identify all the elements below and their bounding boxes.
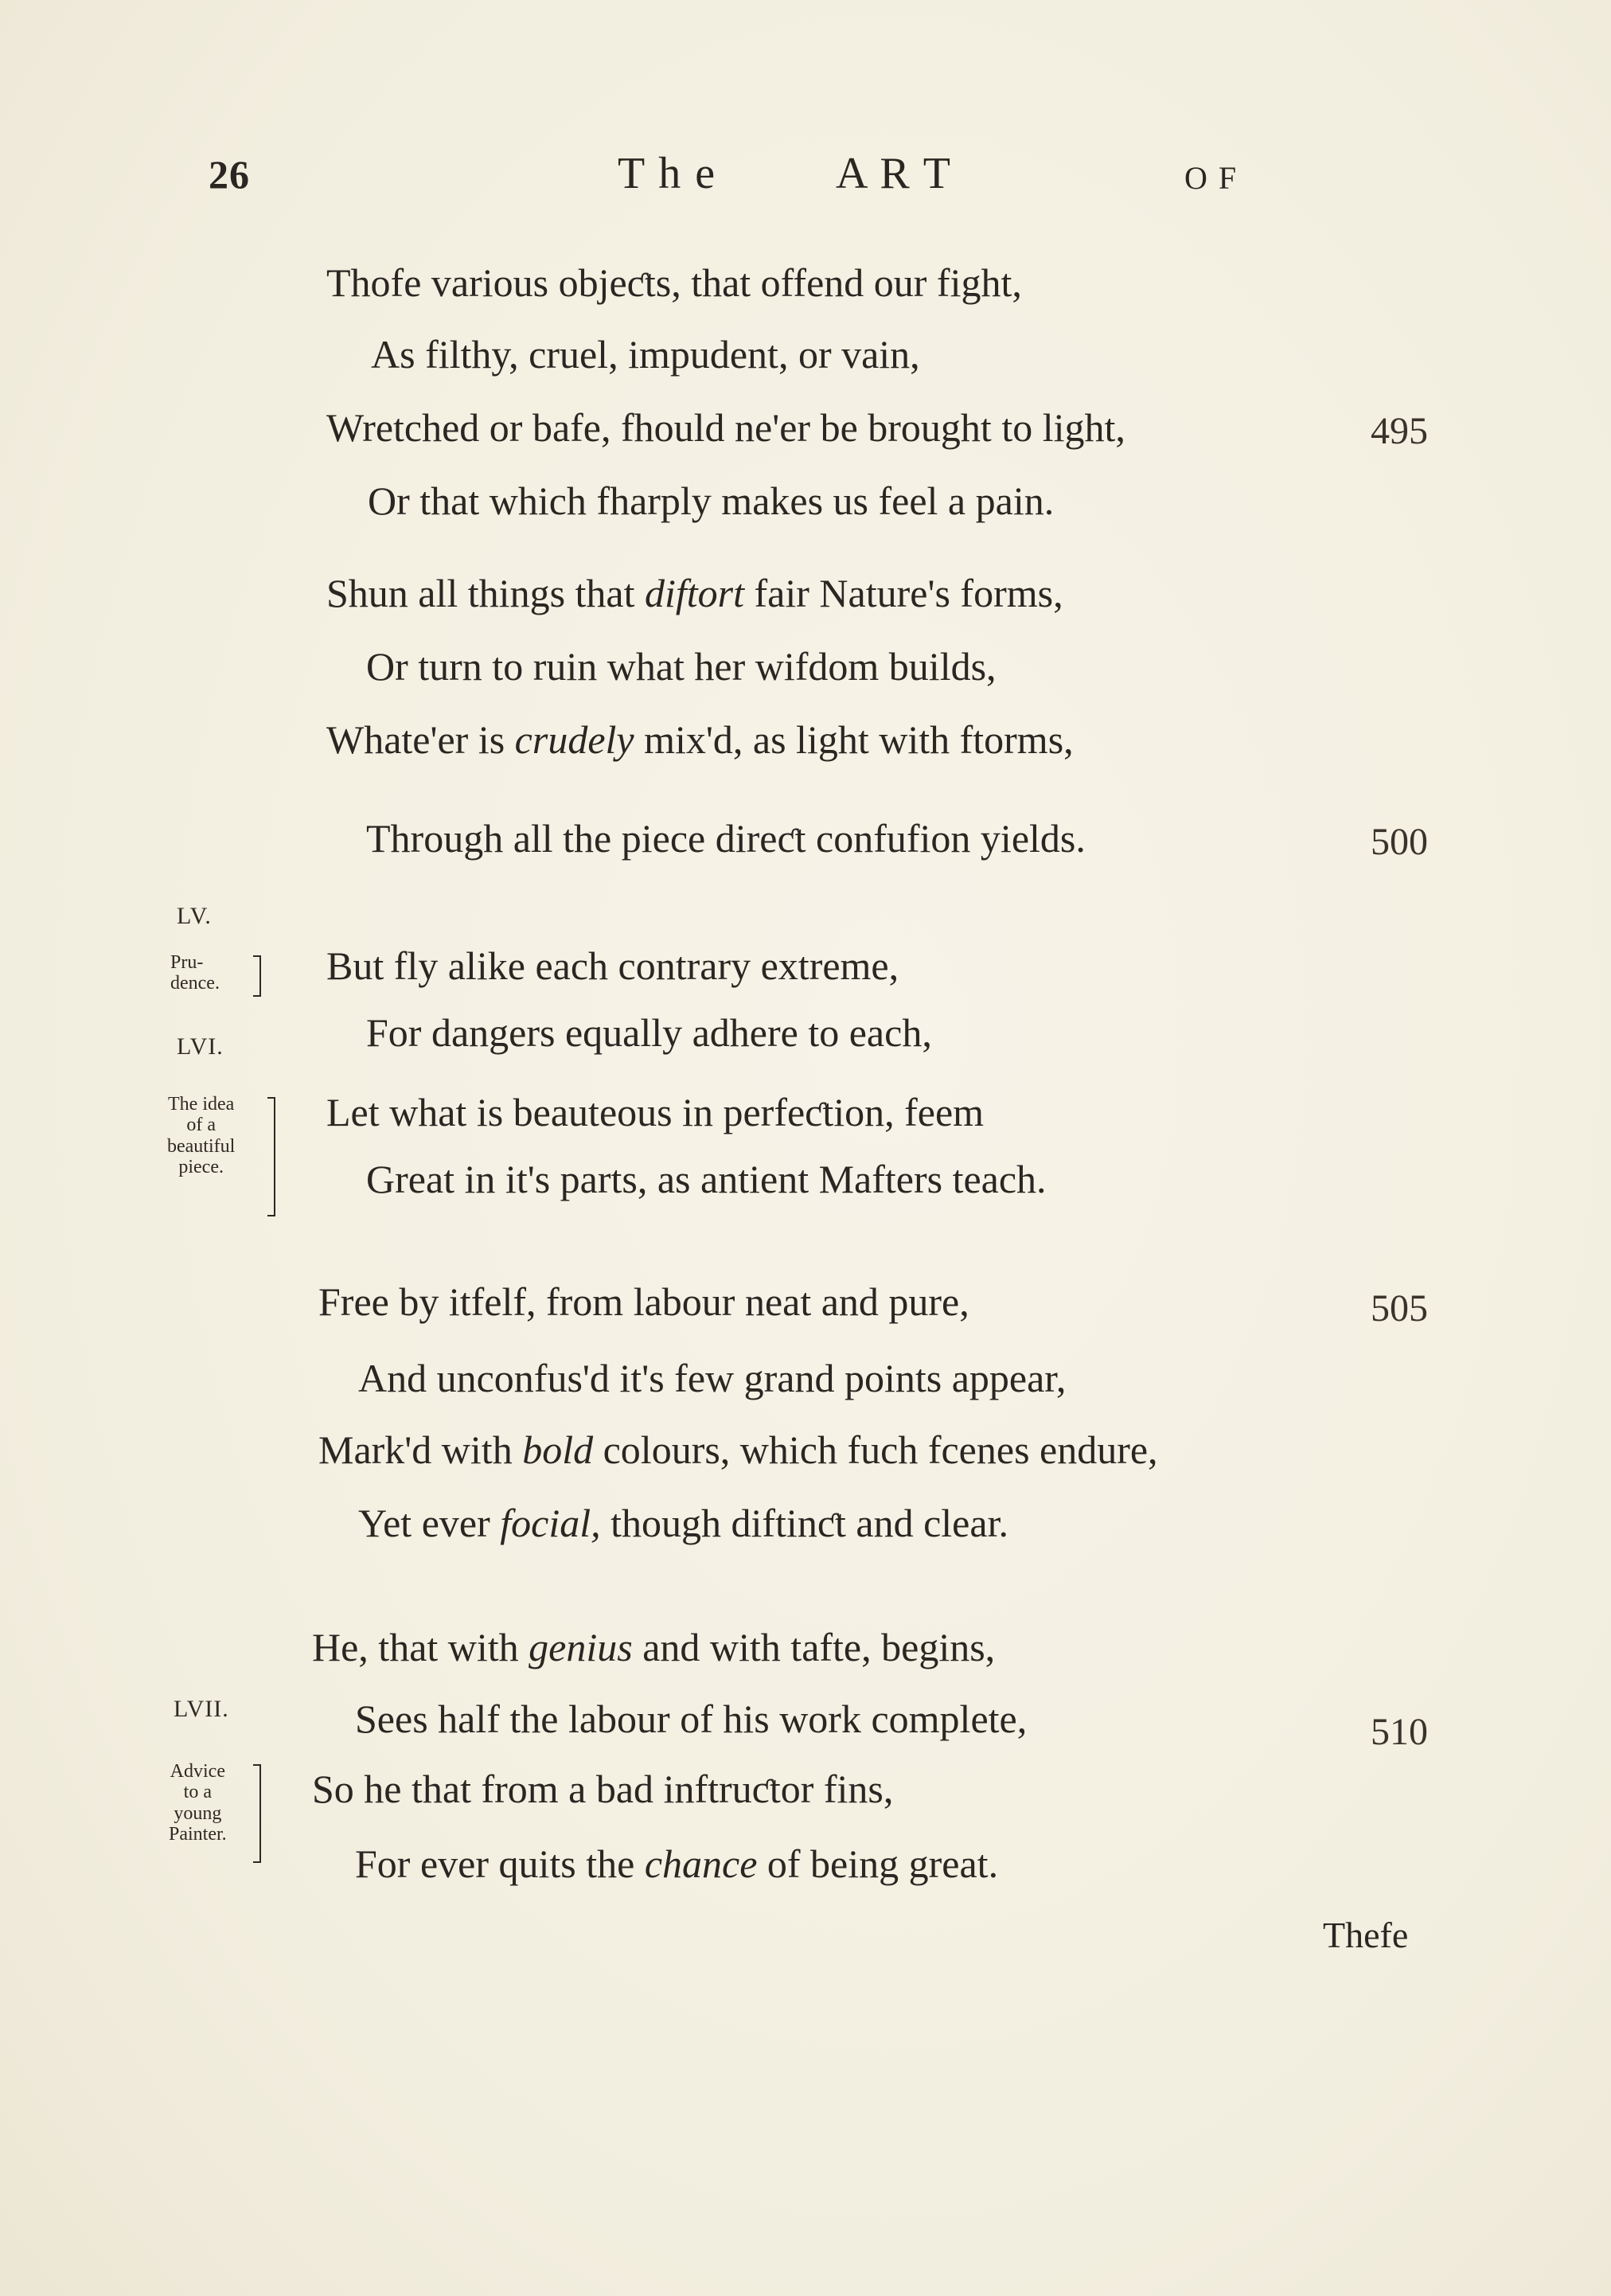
running-head-the: T h e <box>618 149 717 198</box>
verse-line: Great in it's parts, as antient Mafters teach. <box>366 1157 1047 1201</box>
emphasis: crudely <box>514 717 634 762</box>
verse-line: Shun all things that diftort fair Nature's forms, <box>326 571 1063 615</box>
verse-line: Wretched or bafe, fhould ne'er be brought to light, <box>326 405 1125 450</box>
line-number: 500 <box>1371 821 1428 863</box>
verse-line: For dangers equally adhere to each, <box>366 1010 932 1055</box>
section-label: LV. <box>177 903 212 929</box>
margin-note: Advice to a young Painter. <box>169 1761 227 1845</box>
running-head-art: A R T <box>836 149 952 198</box>
emphasis: diftort <box>645 571 745 615</box>
verse-line: Yet ever focial, though diftinƈt and clear. <box>358 1501 1008 1545</box>
verse-line: And unconfus'd it's few grand points appear, <box>358 1356 1067 1400</box>
verse-line: Sees half the labour of his work complete, <box>355 1697 1028 1741</box>
section-label: LVII. <box>174 1696 229 1722</box>
emphasis: bold <box>522 1427 594 1472</box>
line-number: 505 <box>1371 1287 1428 1330</box>
verse-line: Whate'er is crudely mix'd, as light with ftorms, <box>326 717 1074 762</box>
verse-line: He, that with genius and with tafte, begins, <box>312 1625 996 1669</box>
verse-line: Free by itfelf, from labour neat and pure, <box>318 1279 969 1324</box>
verse-line: For ever quits the chance of being great. <box>355 1841 999 1886</box>
brace <box>253 955 261 997</box>
verse-line: Mark'd with bold colours, which fuch fcenes endure, <box>318 1427 1158 1472</box>
verse-line: But fly alike each contrary extreme, <box>326 943 899 988</box>
emphasis: chance <box>644 1841 758 1886</box>
margin-note: Pru- dence. <box>170 952 220 994</box>
line-number: 510 <box>1371 1711 1428 1753</box>
margin-note: The idea of a beautiful piece. <box>167 1094 236 1178</box>
verse-line: So he that from a bad inftruƈtor fins, <box>312 1767 894 1811</box>
brace <box>267 1097 275 1216</box>
brace <box>253 1764 261 1863</box>
verse-line: Thofe various objeƈts, that offend our fight, <box>326 260 1022 305</box>
verse-line: Or turn to ruin what her wifdom builds, <box>366 644 997 689</box>
line-number: 495 <box>1371 410 1428 452</box>
section-label: LVI. <box>177 1033 224 1060</box>
emphasis: focial, <box>500 1501 601 1545</box>
page-number: 26 <box>209 152 250 197</box>
emphasis: genius <box>529 1625 633 1669</box>
verse-line: Through all the piece direƈt confufion yields. <box>366 816 1086 861</box>
verse-line: As filthy, cruel, impudent, or vain, <box>371 332 920 377</box>
verse-line: Let what is beauteous in perfeƈtion, feem <box>326 1090 985 1134</box>
verse-line: Or that which fharply makes us feel a pain. <box>368 478 1055 523</box>
catchword: Thefe <box>1323 1915 1409 1955</box>
running-head-of: O F <box>1184 160 1238 196</box>
